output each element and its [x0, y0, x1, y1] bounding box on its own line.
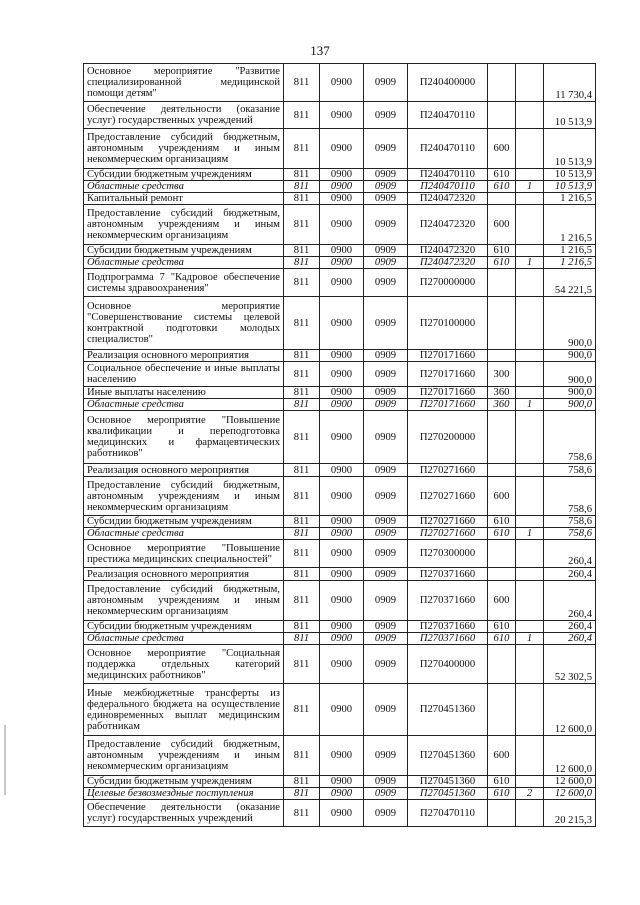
row-expense-type: 600: [488, 205, 516, 245]
row-name: Социальное обеспечение и иные выплаты населению: [84, 362, 284, 387]
row-section-code: 0900: [320, 477, 364, 516]
row-amount: 900,0: [544, 362, 596, 387]
row-name: Основное мероприятие "Развитие специализированной медицинской помощи детям": [84, 64, 284, 102]
table-row: [84, 645, 596, 684]
table-row: [84, 788, 596, 800]
row-funding-source: [516, 64, 544, 102]
row-grbs-code: 811: [284, 193, 320, 205]
row-name: Обеспечение деятельности (оказание услуг) государственных учреждений: [84, 800, 284, 827]
row-section-code: 0900: [320, 297, 364, 350]
row-target-article: П270451360: [408, 776, 488, 788]
row-target-article: П270271660: [408, 464, 488, 477]
row-target-article: П270000000: [408, 269, 488, 297]
table-row: [84, 621, 596, 633]
row-expense-type: [488, 540, 516, 568]
row-name: Субсидии бюджетным учреждениям: [84, 169, 284, 181]
row-amount: 260,4: [544, 633, 596, 645]
row-grbs-code: 811: [284, 621, 320, 633]
row-amount: 10 513,9: [544, 102, 596, 129]
row-section-code: 0900: [320, 528, 364, 540]
row-expense-type: 610: [488, 788, 516, 800]
row-funding-source: [516, 736, 544, 776]
row-funding-source: [516, 350, 544, 362]
row-target-article: П240470110: [408, 102, 488, 129]
row-subsection-code: 0909: [364, 540, 408, 568]
row-subsection-code: 0909: [364, 245, 408, 257]
row-amount: 758,6: [544, 464, 596, 477]
table-row: [84, 464, 596, 477]
row-expense-type: 360: [488, 387, 516, 399]
scan-edge-mark: [4, 725, 6, 795]
row-target-article: П270271660: [408, 528, 488, 540]
row-grbs-code: 811: [284, 411, 320, 464]
row-amount: 758,6: [544, 516, 596, 528]
row-target-article: П270171660: [408, 350, 488, 362]
row-funding-source: [516, 540, 544, 568]
row-expense-type: 610: [488, 621, 516, 633]
table-row: [84, 800, 596, 827]
row-funding-source: 1: [516, 633, 544, 645]
row-grbs-code: 811: [284, 464, 320, 477]
row-expense-type: [488, 350, 516, 362]
row-name: Областные средства: [84, 528, 284, 540]
row-expense-type: [488, 102, 516, 129]
row-expense-type: [488, 800, 516, 827]
row-amount: 1 216,5: [544, 245, 596, 257]
row-expense-type: 610: [488, 633, 516, 645]
row-grbs-code: 811: [284, 568, 320, 581]
row-name: Подпрограмма 7 "Кадровое обеспечение системы здравоохранения": [84, 269, 284, 297]
row-target-article: П270470110: [408, 800, 488, 827]
row-amount: 900,0: [544, 297, 596, 350]
row-grbs-code: 811: [284, 64, 320, 102]
row-section-code: 0900: [320, 621, 364, 633]
row-section-code: 0900: [320, 581, 364, 621]
row-target-article: П270171660: [408, 399, 488, 411]
budget-table: [83, 63, 596, 827]
row-section-code: 0900: [320, 788, 364, 800]
row-funding-source: [516, 205, 544, 245]
table-row: [84, 245, 596, 257]
row-name: Обеспечение деятельности (оказание услуг) государственных учреждений: [84, 102, 284, 129]
table-row: [84, 568, 596, 581]
row-grbs-code: 811: [284, 633, 320, 645]
row-section-code: 0900: [320, 350, 364, 362]
row-grbs-code: 811: [284, 362, 320, 387]
row-section-code: 0900: [320, 102, 364, 129]
row-amount: 1 216,5: [544, 257, 596, 269]
row-subsection-code: 0909: [364, 399, 408, 411]
row-subsection-code: 0909: [364, 776, 408, 788]
row-subsection-code: 0909: [364, 257, 408, 269]
row-expense-type: 610: [488, 181, 516, 193]
row-subsection-code: 0909: [364, 350, 408, 362]
row-funding-source: [516, 621, 544, 633]
table-row: [84, 181, 596, 193]
row-funding-source: [516, 245, 544, 257]
row-amount: 758,6: [544, 411, 596, 464]
row-funding-source: 1: [516, 528, 544, 540]
row-name: Основное мероприятие "Повышение квалификации и переподготовка медицинских и фармацевтических работников": [84, 411, 284, 464]
table-row: [84, 64, 596, 102]
row-grbs-code: 811: [284, 516, 320, 528]
row-funding-source: [516, 387, 544, 399]
row-funding-source: 2: [516, 788, 544, 800]
table-row: [84, 205, 596, 245]
table-row: [84, 269, 596, 297]
row-subsection-code: 0909: [364, 684, 408, 736]
row-funding-source: [516, 362, 544, 387]
row-expense-type: 610: [488, 245, 516, 257]
row-funding-source: 1: [516, 257, 544, 269]
row-expense-type: 600: [488, 129, 516, 169]
row-amount: 12 600,0: [544, 736, 596, 776]
row-subsection-code: 0909: [364, 64, 408, 102]
row-section-code: 0900: [320, 64, 364, 102]
row-subsection-code: 0909: [364, 411, 408, 464]
row-expense-type: [488, 684, 516, 736]
row-funding-source: 1: [516, 399, 544, 411]
table-row: [84, 633, 596, 645]
row-grbs-code: 811: [284, 776, 320, 788]
row-funding-source: [516, 193, 544, 205]
row-target-article: П270371660: [408, 633, 488, 645]
row-target-article: П270400000: [408, 645, 488, 684]
row-grbs-code: 811: [284, 181, 320, 193]
row-name: Предоставление субсидий бюджетным, автономным учреждениям и иным некоммерческим организациям: [84, 205, 284, 245]
row-expense-type: [488, 568, 516, 581]
row-amount: 12 600,0: [544, 776, 596, 788]
row-expense-type: 610: [488, 776, 516, 788]
row-grbs-code: 811: [284, 528, 320, 540]
row-funding-source: [516, 684, 544, 736]
row-name: Реализация основного мероприятия: [84, 350, 284, 362]
row-subsection-code: 0909: [364, 788, 408, 800]
row-target-article: П270451360: [408, 736, 488, 776]
table-row: [84, 736, 596, 776]
table-row: [84, 257, 596, 269]
row-section-code: 0900: [320, 181, 364, 193]
row-name: Основное мероприятие "Совершенствование системы целевой контрактной подготовки молодых специалистов": [84, 297, 284, 350]
row-subsection-code: 0909: [364, 528, 408, 540]
row-funding-source: [516, 411, 544, 464]
row-funding-source: [516, 129, 544, 169]
row-amount: 260,4: [544, 540, 596, 568]
table-row: [84, 350, 596, 362]
row-amount: 10 513,9: [544, 129, 596, 169]
row-amount: 260,4: [544, 621, 596, 633]
row-funding-source: [516, 464, 544, 477]
table-row: [84, 411, 596, 464]
row-subsection-code: 0909: [364, 800, 408, 827]
row-grbs-code: 811: [284, 269, 320, 297]
row-grbs-code: 811: [284, 477, 320, 516]
row-amount: 1 216,5: [544, 205, 596, 245]
row-name: Субсидии бюджетным учреждениям: [84, 776, 284, 788]
row-subsection-code: 0909: [364, 181, 408, 193]
row-section-code: 0900: [320, 540, 364, 568]
row-grbs-code: 811: [284, 387, 320, 399]
row-name: Предоставление субсидий бюджетным, автономным учреждениям и иным некоммерческим организациям: [84, 581, 284, 621]
row-grbs-code: 811: [284, 540, 320, 568]
row-expense-type: 600: [488, 581, 516, 621]
table-row: [84, 776, 596, 788]
row-funding-source: [516, 516, 544, 528]
row-name: Целевые безвозмездные поступления: [84, 788, 284, 800]
row-subsection-code: 0909: [364, 297, 408, 350]
row-name: Субсидии бюджетным учреждениям: [84, 516, 284, 528]
row-amount: 20 215,3: [544, 800, 596, 827]
table-row: [84, 362, 596, 387]
row-subsection-code: 0909: [364, 645, 408, 684]
row-section-code: 0900: [320, 269, 364, 297]
row-expense-type: 600: [488, 736, 516, 776]
row-target-article: П240470110: [408, 181, 488, 193]
row-amount: 10 513,9: [544, 181, 596, 193]
row-expense-type: 610: [488, 528, 516, 540]
row-amount: 1 216,5: [544, 193, 596, 205]
row-grbs-code: 811: [284, 129, 320, 169]
row-funding-source: [516, 645, 544, 684]
row-target-article: П240472320: [408, 257, 488, 269]
row-grbs-code: 811: [284, 245, 320, 257]
row-name: Областные средства: [84, 399, 284, 411]
row-name: Капитальный ремонт: [84, 193, 284, 205]
row-expense-type: 610: [488, 169, 516, 181]
row-name: Субсидии бюджетным учреждениям: [84, 245, 284, 257]
row-name: Предоставление субсидий бюджетным, автономным учреждениям и иным некоммерческим организациям: [84, 129, 284, 169]
row-grbs-code: 811: [284, 736, 320, 776]
table-row: [84, 169, 596, 181]
row-amount: 260,4: [544, 568, 596, 581]
row-name: Иные выплаты населению: [84, 387, 284, 399]
row-subsection-code: 0909: [364, 621, 408, 633]
row-name: Основное мероприятие "Социальная поддержка отдельных категорий медицинских работников": [84, 645, 284, 684]
table-row: [84, 399, 596, 411]
row-amount: 11 730,4: [544, 64, 596, 102]
row-funding-source: [516, 477, 544, 516]
row-grbs-code: 811: [284, 350, 320, 362]
row-target-article: П270371660: [408, 581, 488, 621]
row-section-code: 0900: [320, 193, 364, 205]
row-funding-source: [516, 102, 544, 129]
row-name: Реализация основного мероприятия: [84, 464, 284, 477]
row-funding-source: [516, 581, 544, 621]
table-row: [84, 528, 596, 540]
row-section-code: 0900: [320, 169, 364, 181]
row-amount: 54 221,5: [544, 269, 596, 297]
table-row: [84, 102, 596, 129]
row-name: Областные средства: [84, 257, 284, 269]
row-target-article: П270271660: [408, 516, 488, 528]
row-target-article: П240400000: [408, 64, 488, 102]
budget-table-body: [84, 64, 596, 827]
row-target-article: П240472320: [408, 245, 488, 257]
row-name: Предоставление субсидий бюджетным, автономным учреждениям и иным некоммерческим организациям: [84, 736, 284, 776]
row-name: Областные средства: [84, 181, 284, 193]
row-section-code: 0900: [320, 245, 364, 257]
row-section-code: 0900: [320, 387, 364, 399]
row-section-code: 0900: [320, 257, 364, 269]
row-target-article: П240472320: [408, 193, 488, 205]
row-name: Реализация основного мероприятия: [84, 568, 284, 581]
row-subsection-code: 0909: [364, 205, 408, 245]
row-section-code: 0900: [320, 516, 364, 528]
row-grbs-code: 811: [284, 257, 320, 269]
row-name: Субсидии бюджетным учреждениям: [84, 621, 284, 633]
row-section-code: 0900: [320, 736, 364, 776]
row-section-code: 0900: [320, 464, 364, 477]
row-subsection-code: 0909: [364, 581, 408, 621]
row-amount: 12 600,0: [544, 684, 596, 736]
row-expense-type: 610: [488, 516, 516, 528]
row-section-code: 0900: [320, 645, 364, 684]
row-amount: 758,6: [544, 477, 596, 516]
row-grbs-code: 811: [284, 684, 320, 736]
row-target-article: П270100000: [408, 297, 488, 350]
row-grbs-code: 811: [284, 788, 320, 800]
row-section-code: 0900: [320, 568, 364, 581]
row-funding-source: [516, 169, 544, 181]
table-row: [84, 540, 596, 568]
row-subsection-code: 0909: [364, 102, 408, 129]
row-funding-source: [516, 269, 544, 297]
row-target-article: П270271660: [408, 477, 488, 516]
row-target-article: П240472320: [408, 205, 488, 245]
row-amount: 758,6: [544, 528, 596, 540]
row-subsection-code: 0909: [364, 633, 408, 645]
row-expense-type: [488, 464, 516, 477]
row-section-code: 0900: [320, 800, 364, 827]
row-grbs-code: 811: [284, 169, 320, 181]
row-expense-type: [488, 645, 516, 684]
row-section-code: 0900: [320, 411, 364, 464]
table-row: [84, 387, 596, 399]
row-grbs-code: 811: [284, 581, 320, 621]
row-funding-source: [516, 568, 544, 581]
row-funding-source: [516, 800, 544, 827]
row-section-code: 0900: [320, 684, 364, 736]
row-funding-source: 1: [516, 181, 544, 193]
row-grbs-code: 811: [284, 102, 320, 129]
row-target-article: П270171660: [408, 362, 488, 387]
row-section-code: 0900: [320, 205, 364, 245]
table-row: [84, 684, 596, 736]
row-name: Основное мероприятие "Повышение престижа медицинских специальностей": [84, 540, 284, 568]
row-subsection-code: 0909: [364, 464, 408, 477]
row-name: Иные межбюджетные трансферты из федерального бюджета на осуществление единовременных выплат медицинским работникам: [84, 684, 284, 736]
row-amount: 900,0: [544, 387, 596, 399]
row-target-article: П270200000: [408, 411, 488, 464]
row-grbs-code: 811: [284, 800, 320, 827]
row-amount: 900,0: [544, 399, 596, 411]
row-target-article: П240470110: [408, 169, 488, 181]
table-row: [84, 193, 596, 205]
row-section-code: 0900: [320, 129, 364, 169]
table-row: [84, 129, 596, 169]
table-row: [84, 581, 596, 621]
row-subsection-code: 0909: [364, 269, 408, 297]
row-target-article: П270371660: [408, 568, 488, 581]
row-expense-type: 300: [488, 362, 516, 387]
row-section-code: 0900: [320, 776, 364, 788]
row-grbs-code: 811: [284, 645, 320, 684]
row-amount: 12 600,0: [544, 788, 596, 800]
row-expense-type: 610: [488, 257, 516, 269]
row-section-code: 0900: [320, 633, 364, 645]
table-row: [84, 477, 596, 516]
row-target-article: П270451360: [408, 684, 488, 736]
table-row: [84, 297, 596, 350]
row-amount: 52 302,5: [544, 645, 596, 684]
row-subsection-code: 0909: [364, 516, 408, 528]
row-amount: 900,0: [544, 350, 596, 362]
row-grbs-code: 811: [284, 399, 320, 411]
row-subsection-code: 0909: [364, 193, 408, 205]
row-subsection-code: 0909: [364, 169, 408, 181]
row-expense-type: [488, 411, 516, 464]
row-grbs-code: 811: [284, 205, 320, 245]
row-subsection-code: 0909: [364, 477, 408, 516]
row-expense-type: [488, 269, 516, 297]
row-funding-source: [516, 297, 544, 350]
row-target-article: П240470110: [408, 129, 488, 169]
row-target-article: П270300000: [408, 540, 488, 568]
row-expense-type: 600: [488, 477, 516, 516]
row-expense-type: [488, 297, 516, 350]
row-subsection-code: 0909: [364, 129, 408, 169]
row-expense-type: 360: [488, 399, 516, 411]
row-funding-source: [516, 776, 544, 788]
row-target-article: П270171660: [408, 387, 488, 399]
row-expense-type: [488, 193, 516, 205]
table-row: [84, 516, 596, 528]
row-subsection-code: 0909: [364, 568, 408, 581]
row-subsection-code: 0909: [364, 736, 408, 776]
row-subsection-code: 0909: [364, 387, 408, 399]
row-name: Предоставление субсидий бюджетным, автономным учреждениям и иным некоммерческим организациям: [84, 477, 284, 516]
row-name: Областные средства: [84, 633, 284, 645]
row-amount: 10 513,9: [544, 169, 596, 181]
row-section-code: 0900: [320, 399, 364, 411]
page-number: 137: [310, 43, 330, 58]
row-section-code: 0900: [320, 362, 364, 387]
row-target-article: П270371660: [408, 621, 488, 633]
row-expense-type: [488, 64, 516, 102]
row-amount: 260,4: [544, 581, 596, 621]
row-subsection-code: 0909: [364, 362, 408, 387]
row-grbs-code: 811: [284, 297, 320, 350]
row-target-article: П270451360: [408, 788, 488, 800]
